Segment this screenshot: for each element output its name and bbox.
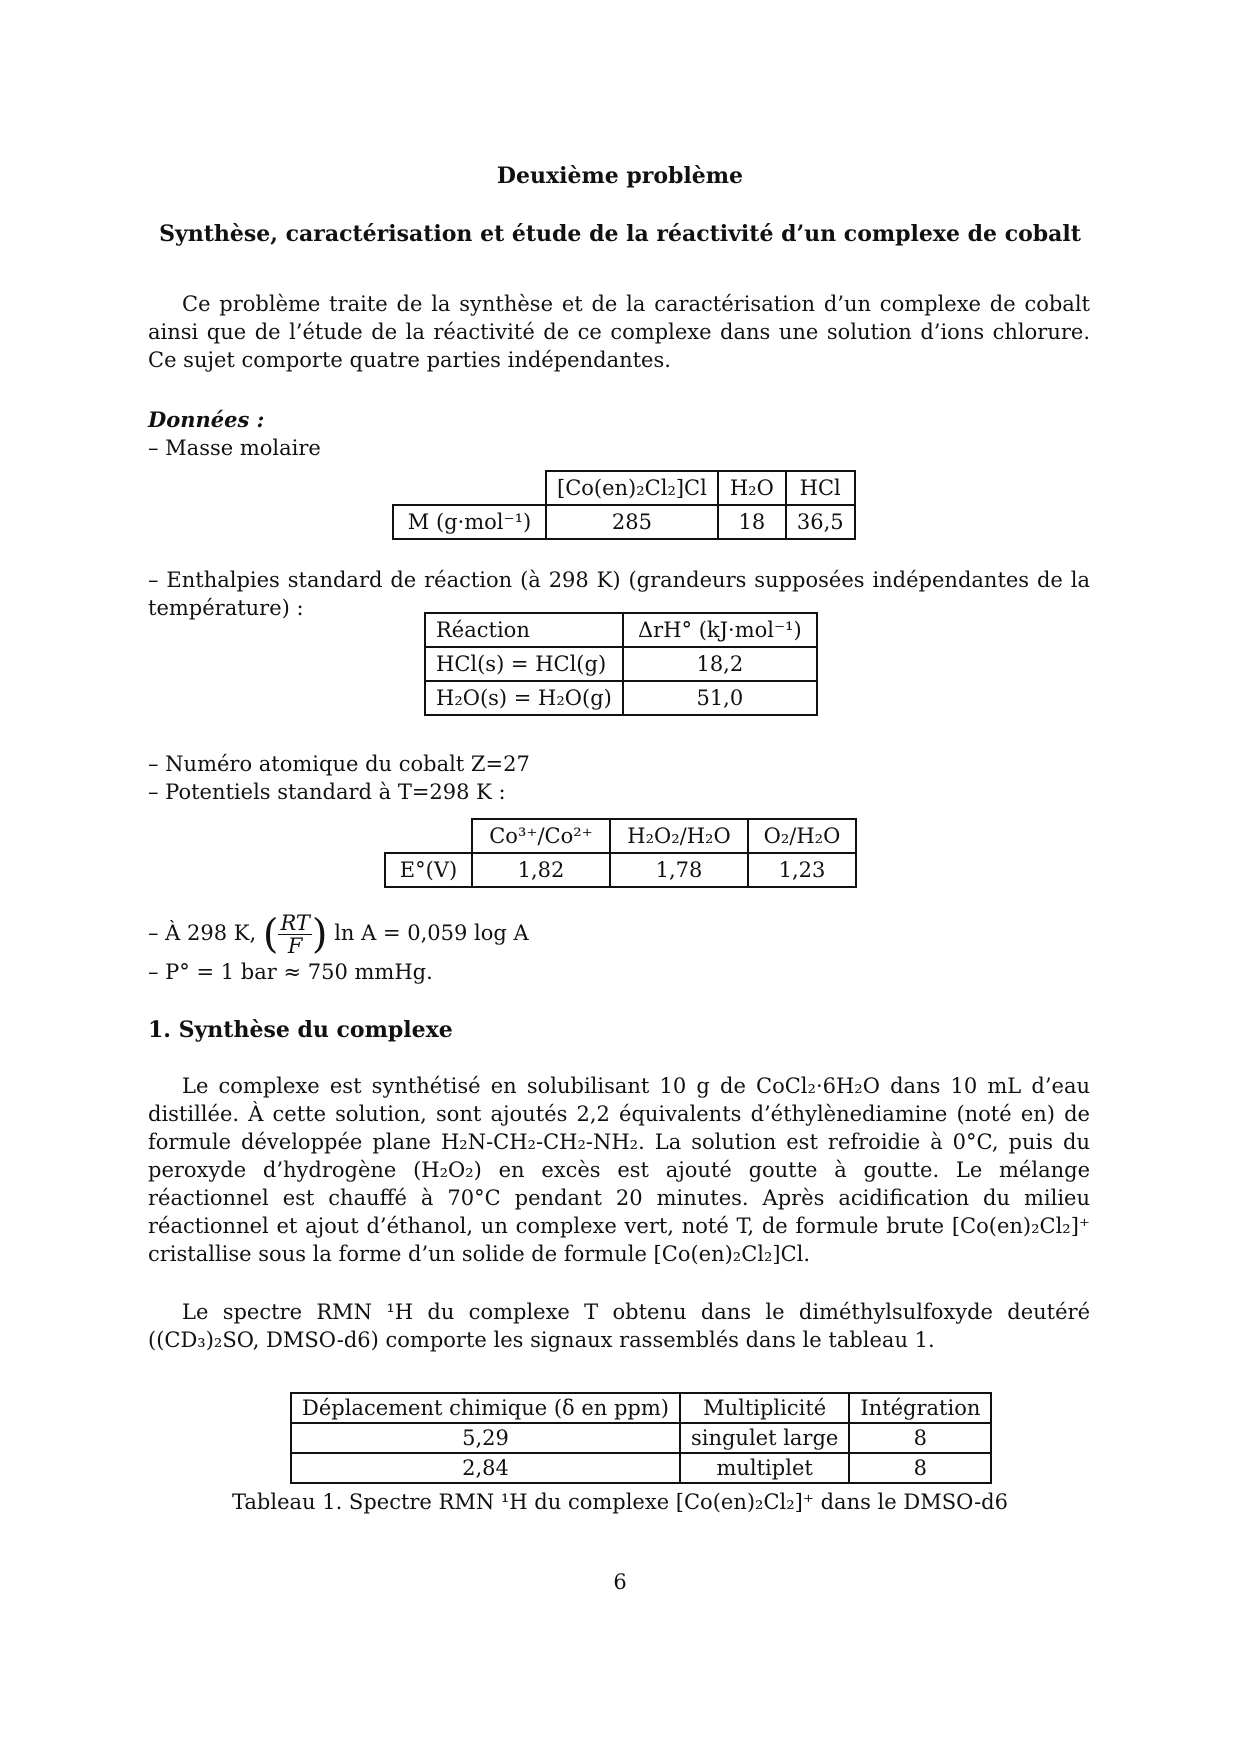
potentiels-table bbox=[384, 818, 857, 888]
table-header-cell: O₂/H₂O bbox=[748, 819, 856, 853]
table-row-label: E°(V) bbox=[385, 853, 472, 887]
table-header-cell: Réaction bbox=[425, 613, 623, 647]
table-header-cell: Déplacement chimique (δ en ppm) bbox=[291, 1393, 680, 1423]
table-cell: 51,0 bbox=[623, 681, 817, 715]
rmn-paragraph: Le spectre RMN ¹H du complexe T obtenu dans le diméthylsulfoxyde deutéré ((CD₃)₂SO, DMSO-d6) comporte les signaux rassemblés dans le tableau 1. bbox=[148, 1300, 1090, 1352]
numero-atomique-line: – Numéro atomique du cobalt Z=27 bbox=[148, 752, 530, 776]
table-header-cell: Multiplicité bbox=[680, 1393, 849, 1423]
formula-line: – À 298 K, ( $\frac{RT}{F}$ ) ln A = 0,059 log A bbox=[148, 911, 529, 958]
table-cell: 5,29 bbox=[291, 1423, 680, 1453]
table-cell-empty bbox=[385, 819, 472, 853]
enthalpies-table bbox=[424, 612, 818, 716]
pressure-line: – P° = 1 bar ≈ 750 mmHg. bbox=[148, 960, 433, 984]
table-cell: singulet large bbox=[680, 1423, 849, 1453]
table-cell: multiplet bbox=[680, 1453, 849, 1483]
formula-fraction bbox=[278, 912, 311, 957]
table-header-cell: ΔrH° (kJ·mol⁻¹) bbox=[623, 613, 817, 647]
table-cell-empty bbox=[393, 471, 546, 505]
table-cell: 285 bbox=[546, 505, 718, 539]
table-row-label: M (g·mol⁻¹) bbox=[393, 505, 546, 539]
formula-prefix: – À 298 K, bbox=[148, 921, 257, 945]
table-cell: 8 bbox=[849, 1453, 991, 1483]
table-cell: 36,5 bbox=[786, 505, 855, 539]
formula-rest: ln A = 0,059 log A bbox=[334, 921, 529, 945]
table-header-cell: H₂O₂/H₂O bbox=[610, 819, 748, 853]
fraction-numerator: RT bbox=[280, 911, 310, 935]
intro-paragraph: Ce problème traite de la synthèse et de la caractérisation d’un complexe de cobalt ainsi que de l’étude de la réactivité de ce complexe dans une solution d’ions chlorure. Ce sujet comporte quatre parties indépendantes. bbox=[148, 292, 1090, 372]
table-cell: HCl(s) = HCl(g) bbox=[425, 647, 623, 681]
fraction-denominator: F bbox=[287, 934, 303, 958]
table-header-cell: [Co(en)₂Cl₂]Cl bbox=[546, 471, 718, 505]
table-cell: 1,82 bbox=[472, 853, 610, 887]
section-heading: 1. Synthèse du complexe bbox=[148, 1017, 453, 1043]
table-cell: 2,84 bbox=[291, 1453, 680, 1483]
potentiels-label: – Potentiels standard à T=298 K : bbox=[148, 780, 506, 804]
table-cell: 1,78 bbox=[610, 853, 748, 887]
problem-title: Deuxième problème bbox=[496, 163, 744, 189]
synthese-paragraph: Le complexe est synthétisé en solubilisant 10 g de CoCl₂·6H₂O dans 10 mL d’eau distillée. À cette solution, sont ajoutés 2,2 équivalents d’éthylènediamine (noté en) de formule développée plane H₂N-CH₂-CH₂-NH₂. La solution est refroidie à 0°C, puis du peroxyde d’hydrogène (H₂O₂) en excès est ajouté goutte à goutte. Le mélange réactionnel est chauffé à 70°C pendant 20 minutes. Après acidification du milieu réactionnel et ajout d’éthanol, un complexe vert, noté T, de formule brute [Co(en)₂Cl₂]⁺ cristallise sous la forme d’un solide de formule [Co(en)₂Cl₂]Cl. bbox=[148, 1074, 1090, 1266]
table-cell: H₂O(s) = H₂O(g) bbox=[425, 681, 623, 715]
problem-subtitle: Synthèse, caractérisation et étude de la réactivité d’un complexe de cobalt bbox=[159, 221, 1081, 247]
table-header-cell: HCl bbox=[786, 471, 855, 505]
masse-molaire-label: – Masse molaire bbox=[148, 436, 321, 460]
rmn-table bbox=[290, 1392, 992, 1484]
table-header-cell: Co³⁺/Co²⁺ bbox=[472, 819, 610, 853]
table-cell: 1,23 bbox=[748, 853, 856, 887]
table-header-cell: Intégration bbox=[849, 1393, 991, 1423]
masse-molaire-table bbox=[392, 470, 856, 540]
table-cell: 18 bbox=[718, 505, 786, 539]
enthalpies-label: – Enthalpies standard de réaction (à 298 K) (grandeurs supposées indépendantes de la température) : bbox=[148, 568, 1090, 620]
table-cell: 18,2 bbox=[623, 647, 817, 681]
table-cell: 8 bbox=[849, 1423, 991, 1453]
table-caption: Tableau 1. Spectre RMN ¹H du complexe [Co(en)₂Cl₂]⁺ dans le DMSO-d6 bbox=[232, 1490, 1008, 1514]
page-number: 6 bbox=[613, 1570, 627, 1594]
table-header-cell: H₂O bbox=[718, 471, 786, 505]
donnees-heading: Données : bbox=[148, 407, 265, 432]
